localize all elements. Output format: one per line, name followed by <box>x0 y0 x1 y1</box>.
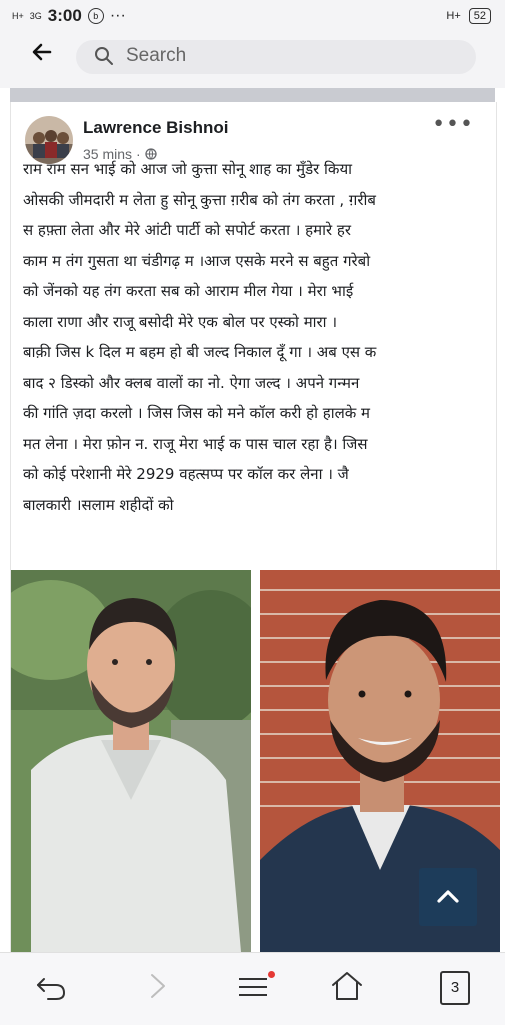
search-header <box>0 36 505 82</box>
post-card <box>10 102 497 952</box>
post-line: को कोई परेशानी मेरे 2929 वहत्सप्प पर कॉल कर लेना । जै <box>23 465 349 483</box>
post-time[interactable]: 35 mins <box>83 146 133 162</box>
overflow-dots: ··· <box>109 7 126 24</box>
post-line: राम राम सन भाई को आज जो कुत्ता सोनू शाह का मुँडेर किया <box>23 160 353 178</box>
post-line: की गांति ज़दा करलो । जिस जिस को मने कॉल करी हो हालके म <box>23 404 371 422</box>
meta-separator: · <box>136 146 141 162</box>
home-icon[interactable] <box>330 969 370 1009</box>
post-body <box>23 154 485 520</box>
chevron-up-icon <box>436 886 460 906</box>
search-placeholder: Search <box>126 45 187 66</box>
post-line: बालकारी ।सलाम शहीदों को <box>23 495 174 514</box>
signal-icon-2: 3G <box>29 10 42 21</box>
forward-icon[interactable] <box>140 969 180 1009</box>
post-line: को जेंनको यह तंग करता सब को आराम मील गेया । मेरा भाई <box>23 282 354 300</box>
post-photo-left[interactable] <box>11 570 251 952</box>
notification-dot <box>268 971 275 978</box>
scroll-to-top-button[interactable] <box>419 868 477 926</box>
post-line: बाद २ डिस्को और क्लब वालों का नो. ऐगा जल्द । अपने गन्मन <box>23 373 360 392</box>
bottom-nav-bar <box>0 952 505 1025</box>
notification-badge-icon: b <box>88 8 104 24</box>
feed-separator <box>10 88 495 102</box>
status-bar <box>0 0 505 36</box>
post-line: ओसकी जीमदारी म लेता हु सोनू कुत्ता ग़रीब को तंग करता , ग़रीब <box>23 190 376 209</box>
status-left <box>12 6 126 26</box>
back-arrow-icon[interactable] <box>30 40 54 71</box>
back-undo-icon[interactable] <box>34 969 74 1009</box>
tabs-icon[interactable]: 3 <box>440 971 470 1005</box>
post-line: काम म तंग गुसता था चंडीगढ़ म ।आज एसके मरने स बहुत गरेबो <box>23 251 371 270</box>
clock: 3:00 <box>47 6 82 25</box>
search-input[interactable] <box>76 40 476 74</box>
search-icon <box>94 46 114 66</box>
post-author[interactable]: Lawrence Bishnoi <box>83 118 229 137</box>
post-line: काला राणा और राजू बसोदी मेरे एक बोल पर एस्को मारा । <box>23 312 338 331</box>
post-line: मत लेना । मेरा फ़ोन न. राजू मेरा भाई क पास चाल रहा है। जिस <box>23 434 368 453</box>
status-right <box>446 8 491 24</box>
post-line: स हफ़्ता लेता और मेरे आंटी पार्टी को सपोर्ट करता । हमारे हर <box>23 221 351 239</box>
more-horizontal-icon[interactable]: ••• <box>432 112 474 137</box>
signal-icon-1: H+ <box>12 10 24 21</box>
post-line: बाक़ी जिस k दिल म बहम हो बी जल्द निकाल दूँ गा । अब एस क <box>23 343 377 361</box>
battery-icon: 52 <box>469 8 491 24</box>
network-icon: H+ <box>446 10 461 22</box>
